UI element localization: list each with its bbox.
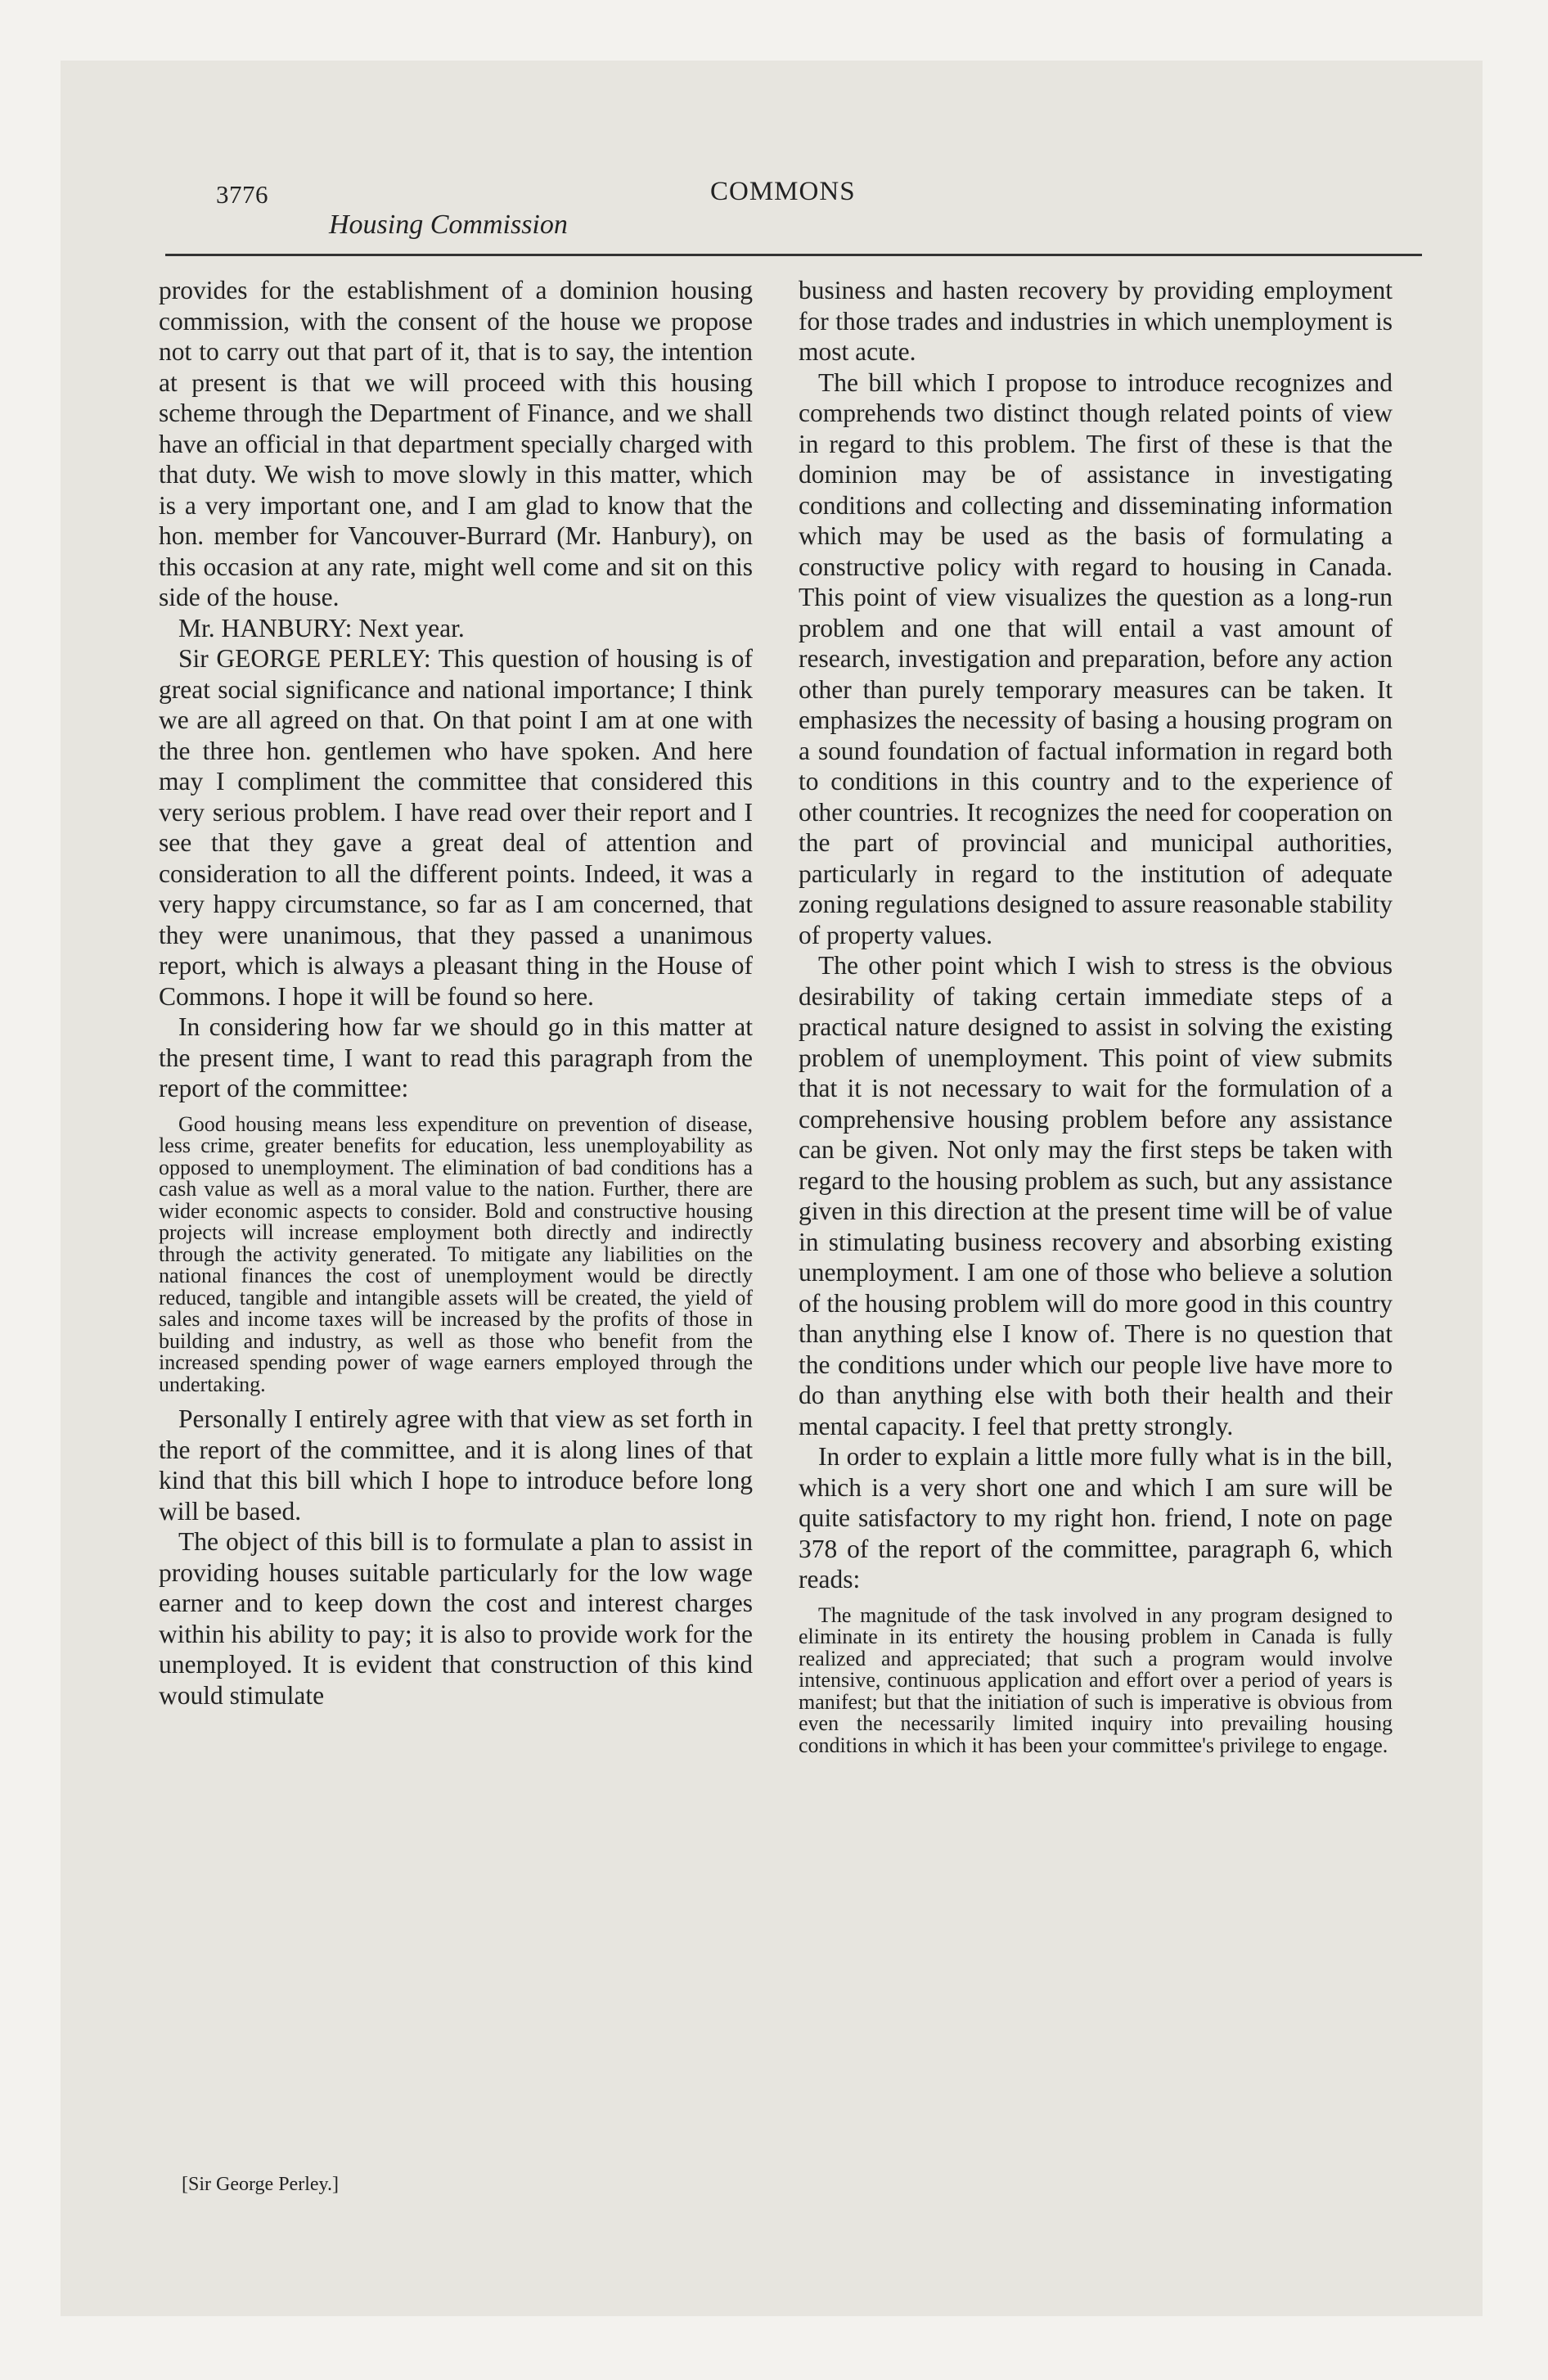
paragraph: The other point which I wish to stress is the obvious desirability of taking certain immediate steps of a practical nature designed to assist in solving the existing problem of unemployment. This point of view submits that it is not necessary to wait for the formulation of a comprehensive housing problem before any assistance can be given. Not only may the first steps be taken with regard to the housing problem as such, but any assistance given in this direction at the present time will be of value in stimulating business recovery and absorbing existing unemployment. I am one of those who believe a solution of the housing problem will do more good in this country than anything else I know of. There is no question that the conditions under which our people live have more to do than anything else with both their health and their mental capacity. I feel that pretty strongly. xyxy=(799,951,1393,1440)
paragraph: provides for the establishment of a dominion housing commission, with the consent of the house we propose not to carry out that part of it, that is to say, the intention at present is that we will proceed with this housing scheme through the Department of Finance, and we shall have an official in that department specially charged with that duty. We wish to move slowly in this matter, which is a very important one, and I am glad to know that the hon. member for Vancouver-Burrard (Mr. Hanbury), on this occasion at any rate, might well come and sit on this side of the house. xyxy=(159,276,753,611)
paragraph: business and hasten recovery by providing employment for those trades and industries in which unemployment is most acute. xyxy=(799,276,1393,366)
quotation: The magnitude of the task involved in any program designed to eliminate in its entirety the housing problem in Canada is fully realized and appreciated; that such a program would involve intensive, continuous application and effort over a period of years is manifest; but that the initiation of such is imperative is obvious from even the necessarily limited inquiry into prevailing housing conditions in which it has been your committee's privilege to engage. xyxy=(799,1602,1393,1757)
page-number: 3776 xyxy=(216,180,268,209)
paragraph: The object of this bill is to formulate a plan to assist in providing houses suitable particularly for the low wage earner and to keep down the cost and interest charges within his ability to pay; it is also to provide work for the unemployed. It is evident that construction of this kind would stimulate xyxy=(159,1527,753,1710)
paragraph: In order to explain a little more fully what is in the bill, which is a very short one and which I am sure will be quite satisfactory to my right hon. friend, I note on page 378 of the report of the committee, paragraph 6, which reads: xyxy=(799,1442,1393,1593)
quotation: Good housing means less expenditure on prevention of disease, less crime, greater benefits for education, less unemployability as opposed to unemployment. The elimination of bad conditions has a cash value as well as a moral value to the nation. Further, there are wider economic aspects to consider. Bold and constructive housing projects will increase employment both directly and indirectly through the activity generated. To mitigate any liabilities on the national finances the cost of unemployment would be directly reduced, tangible and intangible assets will be created, the yield of sales and income taxes will be increased by the profits of those in building and industry, as well as those who benefit from the increased spending power of wage earners employed through the undertaking. xyxy=(159,1111,753,1396)
right-column xyxy=(799,275,1393,1765)
paragraph: In considering how far we should go in this matter at the present time, I want to read this paragraph from the report of the committee: xyxy=(159,1012,753,1102)
left-column xyxy=(159,275,753,1711)
house-name: COMMONS xyxy=(710,177,856,206)
paragraph: Personally I entirely agree with that view as set forth in the report of the committee, and it is along lines of that kind that this bill which I hope to introduce before long will be based. xyxy=(159,1404,753,1526)
paragraph: Sir GEORGE PERLEY: This question of housing is of great social significance and national importance; I think we are all agreed on that. On that point I am at one with the three hon. gentlemen who have spoken. And here may I compliment the committee that considered this very serious problem. I have read over their report and I see that they gave a great deal of attention and consideration to all the different points. Indeed, it was a very happy circumstance, so far as I am concerned, that they were unanimous, that they passed a unanimous report, which is always a pleasant thing in the House of Commons. I hope it will be found so here. xyxy=(159,644,753,1011)
speaker-attribution: [Sir George Perley.] xyxy=(182,2174,339,2195)
running-title: Housing Commission xyxy=(329,210,568,240)
paragraph: The bill which I propose to introduce recognizes and comprehends two distinct though related points of view in regard to this problem. The first of these is that the dominion may be of assistance in investigating conditions and collecting and disseminating information which may be used as the basis of formulating a constructive policy with regard to housing in Canada. This point of view visualizes the question as a long-run problem and one that will entail a vast amount of research, investigation and preparation, before any action other than purely temporary measures can be taken. It emphasizes the necessity of basing a housing program on a sound foundation of factual information in regard both to conditions in this country and to the experience of other countries. It recognizes the need for cooperation on the part of provincial and municipal authorities, particularly in regard to the institution of adequate zoning regulations designed to assure reasonable stability of property values. xyxy=(799,367,1393,949)
paragraph: Mr. HANBURY: Next year. xyxy=(178,613,465,642)
header-rule xyxy=(165,254,1422,256)
page-header xyxy=(165,167,1422,254)
